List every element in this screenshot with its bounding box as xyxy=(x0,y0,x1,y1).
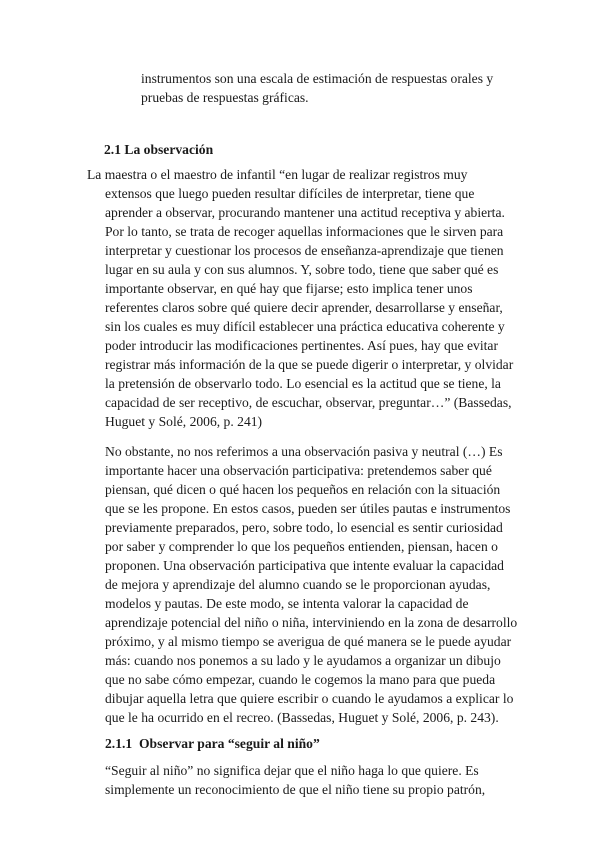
text-line: Por lo tanto, se trata de recoger aquellas informaciones que le sirven para xyxy=(105,224,504,239)
text-line: próximo, y al mismo tiempo se averigua de qué manera se le puede ayudar xyxy=(105,634,512,649)
text-line: más: cuando nos ponemos a su lado y le ayudamos a organizar un dibujo xyxy=(105,653,501,668)
text-line: pruebas de respuestas gráficas. xyxy=(141,90,309,105)
text-line: previamente preparados, pero, sobre todo, lo esencial es sentir curiosidad xyxy=(105,520,503,535)
text-line: referentes claros sobre qué quiere decir aprender, desarrollarse y enseñar, xyxy=(105,300,503,315)
text-line: La maestra o el maestro de infantil “en lugar de realizar registros muy xyxy=(87,167,468,182)
text-line: No obstante, no nos referimos a una observación pasiva y neutral (…) Es xyxy=(105,444,503,459)
text-line: registrar más información de la que se puede digerir o interpretar, y olvidar xyxy=(105,357,514,372)
text-line: importante observar, en qué hay que fijarse; esto implica tener unos xyxy=(105,281,473,296)
text-line: piensan, qué dicen o qué hacen los pequeños en relación con la situación xyxy=(105,482,501,497)
text-line: de mejora y aprendizaje del alumno cuando se le proporcionan ayudas, xyxy=(105,577,491,592)
text-line: que no sabe cómo empezar, cuando le cogemos la mano para que pueda xyxy=(105,672,496,687)
text-line: “Seguir al niño” no significa dejar que el niño haga lo que quiere. Es xyxy=(105,763,479,778)
text-line: poder introducir las modificaciones pertinentes. Así pues, hay que evitar xyxy=(105,338,498,353)
text-line: extensos que luego pueden resultar difíciles de interpretar, tiene que xyxy=(105,186,475,201)
text-line: sin los cuales es muy difícil establecer una práctica educativa coherente y xyxy=(105,319,505,334)
text-line: dibujar aquella letra que quiere escribir o cuando le ayudamos a explicar lo xyxy=(105,691,514,706)
section-heading: 2.1 La observación xyxy=(104,142,214,157)
text-line: que le ha ocurrido en el recreo. (Bassedas, Huguet y Solé, 2006, p. 243). xyxy=(105,710,499,725)
subsection-heading: 2.1.1 Observar para “seguir al niño” xyxy=(105,736,320,751)
text-line: aprender a observar, procurando mantener una actitud receptiva y abierta. xyxy=(105,205,505,220)
text-line: la pretensión de observarlo todo. Lo esencial es la actitud que se tiene, la xyxy=(105,376,501,391)
text-line: lugar en su aula y con sus alumnos. Y, sobre todo, tiene que saber qué es xyxy=(105,262,499,277)
text-line: por saber y comprender lo que los pequeños entienden, piensan, hacen o xyxy=(105,539,498,554)
text-line: interpretar y cuestionar los procesos de enseñanza-aprendizaje que tienen xyxy=(105,243,504,258)
text-line: modelos y pautas. De este modo, se intenta valorar la capacidad de xyxy=(105,596,469,611)
text-line: capacidad de ser receptivo, de escuchar, observar, preguntar…” (Bassedas, xyxy=(105,395,512,410)
text-line: aprendizaje potencial del niño o niña, interviniendo en la zona de desarrollo xyxy=(105,615,518,630)
text-line: que se les propone. En estos casos, pueden ser útiles pautas e instrumentos xyxy=(105,501,511,516)
text-line: importante hacer una observación participativa: pretendemos saber qué xyxy=(105,463,492,478)
text-line: instrumentos son una escala de estimación de respuestas orales y xyxy=(141,71,494,86)
text-line: Huguet y Solé, 2006, p. 241) xyxy=(105,414,263,429)
text-line: simplemente un reconocimiento de que el niño tiene su propio patrón, xyxy=(105,782,486,797)
text-line: proponen. Una observación participativa que intente evaluar la capacidad xyxy=(105,558,504,573)
